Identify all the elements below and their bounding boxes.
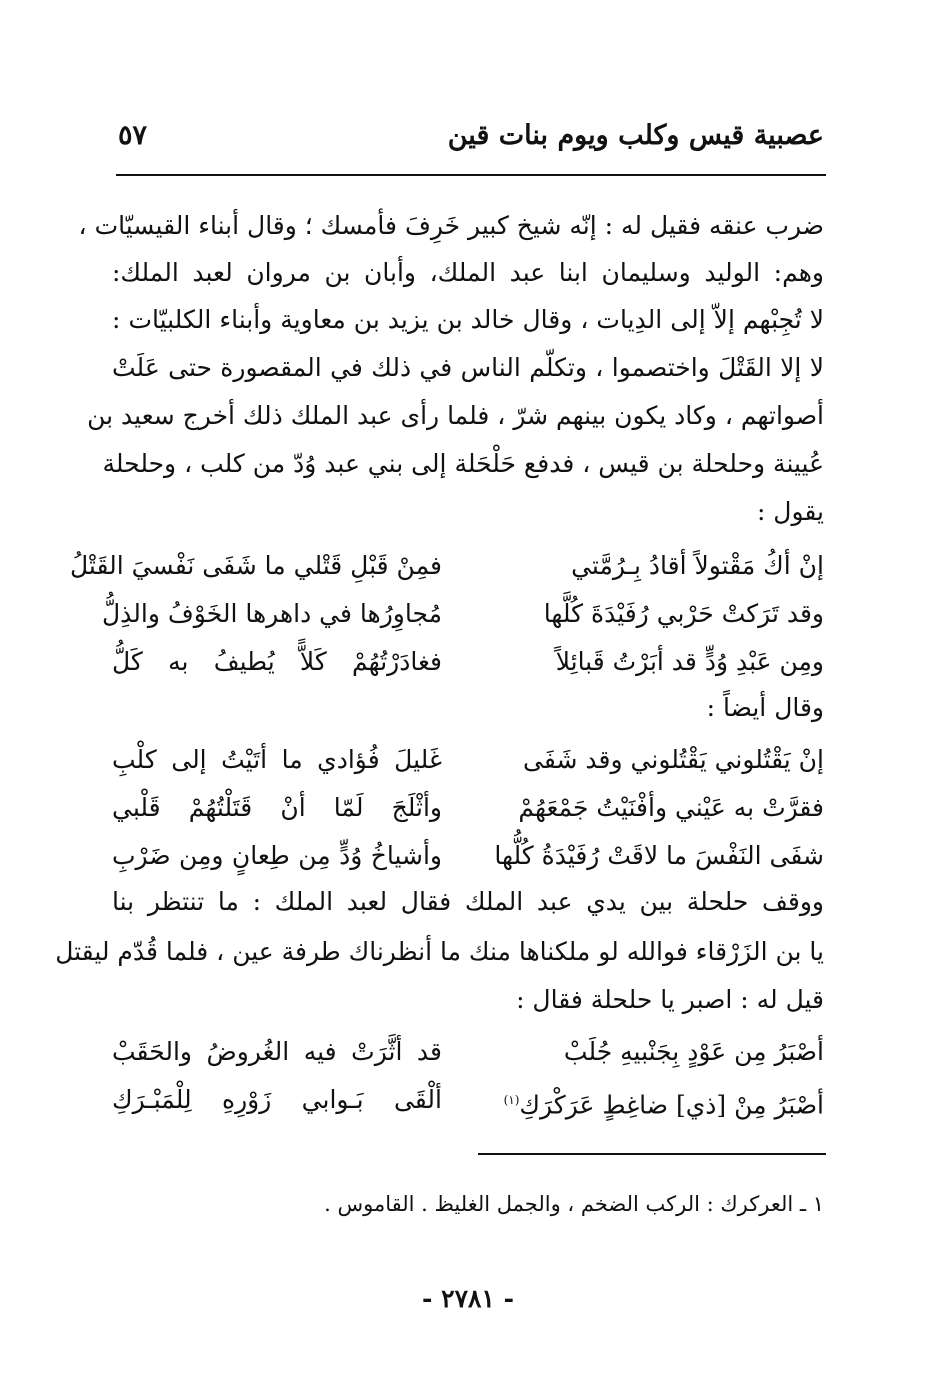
verse-second-hemistich: وأثْلَجَ لَمّا أنْ قَتَلْتُهُمْ قَلْبي xyxy=(112,793,442,822)
verse-line xyxy=(112,832,824,880)
footnote: ١ ـ العركرك : الركب الضخم ، والجمل الغليظ . القاموس . xyxy=(324,1192,824,1216)
verse-second-hemistich: غَليلَ فُؤادي ما أتَيْتُ إلى كلْبِ xyxy=(112,745,442,774)
footnote-marker[interactable]: (١) xyxy=(503,1093,520,1107)
prose-line: لا تُجِبْهم إلاّ إلى الدِيات ، وقال خالد بن يزيد بن معاوية وأبناء الكلبيّات : xyxy=(112,305,824,334)
verse-line xyxy=(112,1028,824,1076)
verse-line xyxy=(112,784,824,832)
prose-line: ضرب عنقه فقيل له : إنّه شيخ كبير خَرِفَ فأمسك ؛ وقال أبناء القيسيّات ، xyxy=(78,211,824,240)
prose-line: قيل له : اصبر يا حلحلة فقال : xyxy=(516,985,824,1014)
prose-line: لا إلا القَتْلَ واختصموا ، وتكلّم الناس في ذلك في المقصورة حتى عَلَتْ xyxy=(112,353,824,382)
prose-line: وهم: الوليد وسليمان ابنا عبد الملك، وأبان بن مروان لعبد الملك: xyxy=(112,258,824,287)
page-number: - ٢٧٨١ - xyxy=(422,1284,514,1313)
verse-first-hemistich: إنْ أكُ مَقْتولاً أقادُ بِـرُمَّتي xyxy=(571,551,824,580)
prose-line: يقول : xyxy=(756,497,824,526)
verse-first-hemistich: وقد تَرَكتْ حَرْبي رُفَيْدَةَ كُلَّها xyxy=(543,599,824,628)
running-header-title: عصبية قيس وكلب ويوم بنات قين xyxy=(447,120,824,151)
prose-line: أصواتهم ، وكاد يكون بينهم شرّ ، فلما رأى عبد الملك ذلك أخرج سعيد بن xyxy=(87,401,824,430)
verse-second-hemistich: ألْقَى بَـوابي زَوْرِهِ لِلْمَبْـرَكِ xyxy=(112,1085,442,1114)
verse-first-hemistich xyxy=(503,1076,824,1129)
verse-first-hemistich: فقرَّتْ به عَيْني وأفْنَيْتُ جَمْعَهُمْ xyxy=(518,793,824,822)
verse-first-hemistich: أصْبَرُ مِن عَوْدٍ بِجَنْبيهِ جُلَبْ xyxy=(563,1037,824,1066)
prose-line: ووقف حلحلة بين يدي عبد الملك فقال لعبد الملك : ما تنتظر بنا xyxy=(112,887,824,916)
prose-line: وقال أيضاً : xyxy=(706,693,824,722)
running-header-page-ref: ٥٧ xyxy=(118,120,148,151)
footnote-divider xyxy=(478,1153,826,1155)
verse-second-hemistich: فمِنْ قَبْلِ قَتْلي ما شَفَى نَفْسيَ القَتْلُ xyxy=(69,551,442,580)
verse-line xyxy=(112,1076,824,1124)
verse-line xyxy=(112,638,824,686)
verse-line xyxy=(69,542,824,590)
prose-line: عُيينة وحلحلة بن قيس ، فدفع حَلْحَلة إلى بني عبد وُدّ من كلب ، وحلحلة xyxy=(102,449,824,478)
verse-text: أصْبَرُ مِنْ [ذي] ضاغِطٍ عَرَكْرَكِ xyxy=(519,1090,824,1120)
verse-first-hemistich: ومِن عَبْدِ وُدٍّ قد أبَرْتُ قَبائِلاً xyxy=(555,647,824,676)
verse-second-hemistich: فغادَرْتُهُمْ كَلاًّ يُطيفُ به كَلُّ xyxy=(112,647,442,676)
verse-second-hemistich: مُجاوِرُها في داهرها الخَوْفُ والذِلُّ xyxy=(102,599,442,628)
verse-first-hemistich: شفَى النَفْسَ ما لاقَتْ رُفَيْدَةُ كُلُّها xyxy=(494,841,824,870)
verse-second-hemistich: وأشياخُ وُدٍّ مِن طِعانٍ ومِن ضَرْبِ xyxy=(112,841,442,870)
header-divider xyxy=(116,174,826,176)
verse-line xyxy=(102,590,824,638)
verse-line xyxy=(112,736,824,784)
verse-first-hemistich: إنْ يَقْتُلوني يَقْتُلوني وقد شَفَى xyxy=(523,745,824,774)
verse-second-hemistich: قد أثَّرَتْ فيه الغُروضُ والحَقَبْ xyxy=(112,1037,442,1066)
prose-line: يا بن الزَرْقاء فوالله لو ملكناها منك ما أنظرناك طرفة عين ، فلما قُدّم ليقتل xyxy=(55,937,824,966)
